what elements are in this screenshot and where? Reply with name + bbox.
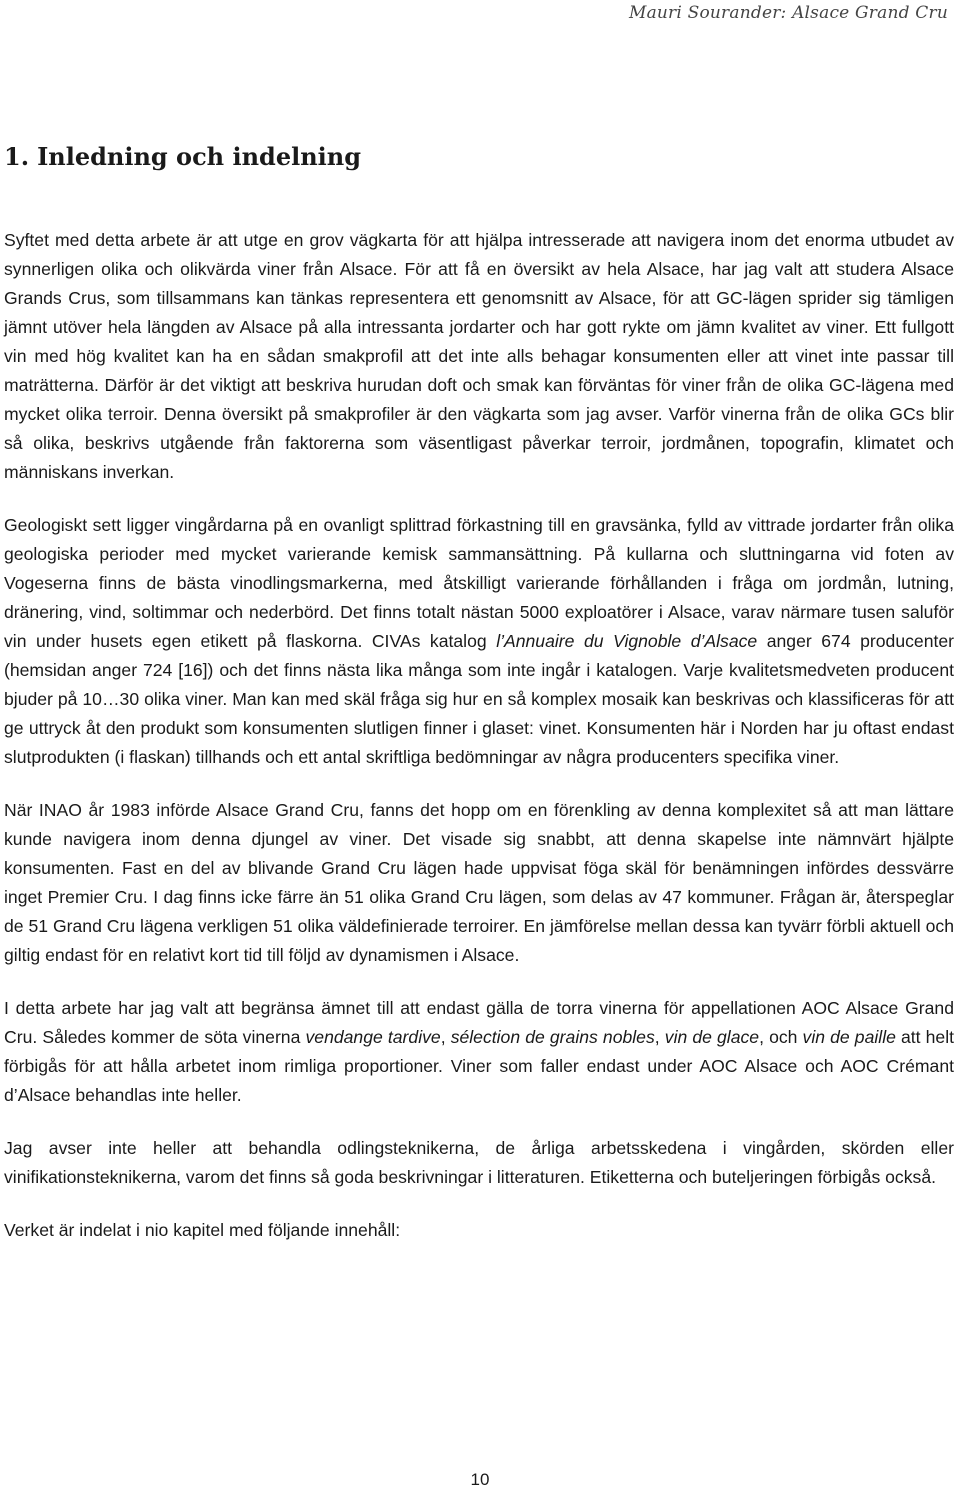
- catalog-title: l’Annuaire du Vignoble d’Alsace: [496, 631, 758, 651]
- paragraph-text: , och: [759, 1027, 803, 1047]
- wine-term: sélection de grains nobles: [450, 1027, 655, 1047]
- running-header: Mauri Sourander: Alsace Grand Cru: [628, 3, 948, 23]
- paragraph-inao: [4, 796, 954, 970]
- wine-term: vin de paille: [802, 1027, 896, 1047]
- paragraph-purpose: [4, 226, 954, 487]
- paragraph-text: Jag avser inte heller att behandla odlingsteknikerna, de årliga arbetsskedena i vingården, skörden eller vinifikationsteknikerna, varom det finns så goda beskrivningar i litteraturen. Etiketterna och buteljeringen förbigås också.: [4, 1138, 954, 1187]
- paragraph-text: När INAO år 1983 införde Alsace Grand Cru, fanns det hopp om en förenkling av denna komplexitet så att man lättare kunde navigera inom denna djungel av viner. Det visade sig snabbt, att denna skapelse inte nämnvärt hjälpte konsumenten. Fast en del av blivande Grand Cru lägen hade uppvisat föga skäl för benämningen infördes dessvärre inget Premier Cru. I dag finns icke färre än 51 olika Grand Cru lägen, som delas av 47 kommuner. Frågan är, återspeglar de 51 Grand Cru lägena verkligen 51 olika väldefinierade terroirer. En jämförelse mellan dessa kan tyvärr förbli aktuell och giltig endast för en relativt kort tid till följd av dynamismen i Alsace.: [4, 800, 954, 965]
- paragraph-text: ,: [654, 1027, 665, 1047]
- paragraph-text: att helt förbigås för att hålla arbetet inom rimliga proportioner. Viner som faller endast under AOC Alsace och AOC Crémant d’Alsace behandlas inte heller.: [4, 1027, 955, 1105]
- paragraph-text: Geologiskt sett ligger vingårdarna på en ovanligt splittrad förkastning till en gravsänka, fylld av vittrade jordarter från olika geologiska perioder med mycket varierande kemisk sammansättning. På kullarna och sluttningarna vid foten av Vogeserna finns de bästa vinodlingsmarkerna, med åtskilligt varierande förhållanden i fråga om jordmån, lutning, dränering, vind, soltimmar och nederbörd. Det finns totalt nästan 5000 exploatörer i Alsace, varav närmare tusen saluför vin under husets egen etikett på flaskorna. CIVAs katalog: [4, 515, 954, 651]
- chapter-number: 1.: [4, 142, 30, 171]
- paragraph-text: I detta arbete har jag valt att begränsa ämnet till att endast gälla de torra vinerna för appellationen AOC Alsace Grand Cru. Således kommer de söta vinerna: [4, 998, 954, 1047]
- page-number: 10: [470, 1470, 490, 1489]
- paragraph-exclusions: [4, 1134, 954, 1192]
- wine-term: vin de glace: [664, 1027, 760, 1047]
- body-text: [4, 226, 954, 1245]
- paragraph-outline-intro: [4, 1216, 954, 1245]
- wine-term: vendange tardive: [305, 1027, 441, 1047]
- chapter-title: Inledning och indelning: [37, 142, 362, 171]
- paragraph-text: Syftet med detta arbete är att utge en grov vägkarta för att hjälpa intresserade att navigera inom det enorma utbudet av synnerligen olika och olikvärda viner från Alsace. För att få en översikt av hela Alsace, har jag valt att studera Alsace Grands Crus, som tillsammans kan tänkas representera ett genomsnitt av Alsace, för att GC-lägen sprider sig tämligen jämnt utöver hela längden av Alsace på alla intressanta jordarter och har gott rykte om jämn kvalitet av viner. Ett fullgott vin med hög kvalitet kan ha en sådan smakprofil att det inte alls behagar konsumenten eller att vinet inte passar till maträtterna. Därför är det viktigt att beskriva hurudan doft och smak kan förväntas för viner från de olika GC-lägena med mycket olika terroir. Denna översikt på smakprofiler är den vägkarta som jag avser. Varför vinerna från de olika GCs blir så olika, beskrivs utgående från faktorerna som väsentligast påverkar terroir, jordmånen, topografin, klimatet och människans inverkan.: [4, 230, 954, 482]
- paragraph-text: anger 674 producenter (hemsidan anger 724 [16]) och det finns nästa lika många som inte ingår i katalogen. Varje kvalitetsmedveten producent bjuder på 10…30 olika viner. Man kan med skäl fråga sig hur en så komplex mosaik kan beskrivas och klassificeras för att ge uttryck åt den produkt som konsumenten slutligen finner i glaset: vinet. Konsumenten här i Norden har ju oftast endast slutprodukten (i flaskan) tillhands och ett antal skriftliga bedömningar av några producenters specifika viner.: [4, 631, 955, 767]
- paragraph-text: Verket är indelat i nio kapitel med följande innehåll:: [4, 1220, 401, 1240]
- paragraph-text: ,: [440, 1027, 451, 1047]
- paragraph-scope: [4, 994, 954, 1110]
- chapter-heading: [4, 142, 361, 171]
- paragraph-geology: [4, 511, 954, 772]
